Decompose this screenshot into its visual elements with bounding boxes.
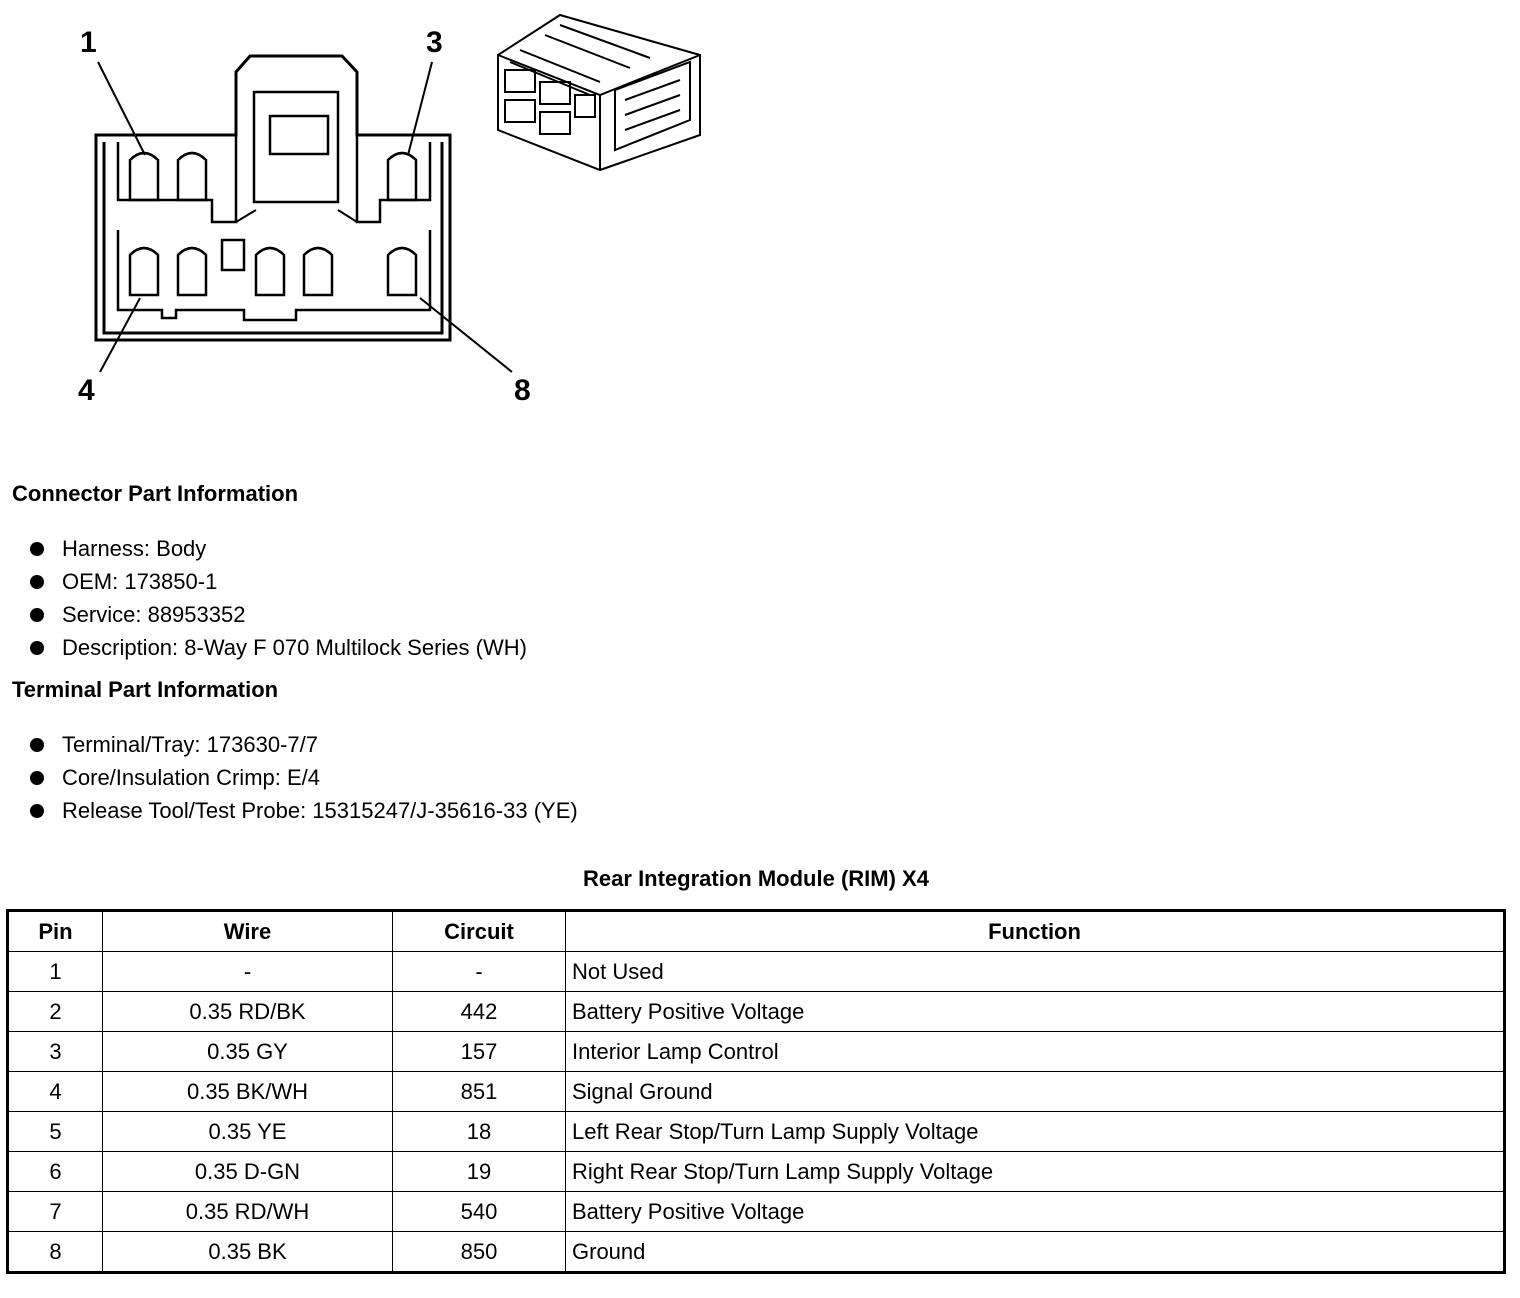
circuit-cell: 851 xyxy=(393,1072,566,1112)
connector-face-drawing xyxy=(0,0,720,430)
pin-cell: 1 xyxy=(8,952,103,992)
bullet-icon xyxy=(30,771,44,785)
list-item: Core/Insulation Crimp: E/4 xyxy=(0,761,578,794)
table-row xyxy=(8,1032,1505,1072)
bullet-icon xyxy=(30,641,44,655)
wire-cell: - xyxy=(103,952,393,992)
bullet-icon xyxy=(30,738,44,752)
pin-callout-4: 4 xyxy=(78,374,95,407)
wire-cell: 0.35 GY xyxy=(103,1032,393,1072)
connector-info-list xyxy=(0,532,527,664)
list-item: Service: 88953352 xyxy=(0,598,527,631)
function-cell: Signal Ground xyxy=(566,1072,1505,1112)
column-header-circuit: Circuit xyxy=(393,911,566,952)
circuit-cell: - xyxy=(393,952,566,992)
pin-cell: 2 xyxy=(8,992,103,1032)
wire-cell: 0.35 RD/WH xyxy=(103,1192,393,1232)
pin-cell: 5 xyxy=(8,1112,103,1152)
table-row xyxy=(8,992,1505,1032)
table-row xyxy=(8,1232,1505,1273)
wire-cell: 0.35 YE xyxy=(103,1112,393,1152)
pinout-table xyxy=(6,909,1506,1274)
function-cell: Left Rear Stop/Turn Lamp Supply Voltage xyxy=(566,1112,1505,1152)
function-cell: Battery Positive Voltage xyxy=(566,992,1505,1032)
function-cell: Right Rear Stop/Turn Lamp Supply Voltage xyxy=(566,1152,1505,1192)
circuit-cell: 19 xyxy=(393,1152,566,1192)
terminal-info-heading: Terminal Part Information xyxy=(12,677,279,702)
pin-cell: 7 xyxy=(8,1192,103,1232)
list-item: Description: 8-Way F 070 Multilock Series (WH) xyxy=(0,631,527,664)
terminal-info-list xyxy=(0,728,578,827)
bullet-icon xyxy=(30,542,44,556)
table-header-row xyxy=(8,911,1505,952)
bullet-icon xyxy=(30,804,44,818)
column-header-function: Function xyxy=(566,911,1505,952)
connector-diagram xyxy=(0,0,720,430)
pin-cell: 8 xyxy=(8,1232,103,1273)
connector-info-heading: Connector Part Information xyxy=(12,481,299,506)
circuit-cell: 157 xyxy=(393,1032,566,1072)
list-item: Harness: Body xyxy=(0,532,527,565)
bullet-icon xyxy=(30,608,44,622)
table-row xyxy=(8,952,1505,992)
pin-callout-3: 3 xyxy=(426,26,443,59)
pin-cell: 4 xyxy=(8,1072,103,1112)
circuit-cell: 18 xyxy=(393,1112,566,1152)
wire-cell: 0.35 RD/BK xyxy=(103,992,393,1032)
function-cell: Battery Positive Voltage xyxy=(566,1192,1505,1232)
connector-3d-view xyxy=(498,15,700,170)
pin-cell: 6 xyxy=(8,1152,103,1192)
wire-cell: 0.35 BK/WH xyxy=(103,1072,393,1112)
bullet-icon xyxy=(30,575,44,589)
function-cell: Ground xyxy=(566,1232,1505,1273)
circuit-cell: 442 xyxy=(393,992,566,1032)
table-row xyxy=(8,1152,1505,1192)
pin-cell: 3 xyxy=(8,1032,103,1072)
list-item: OEM: 173850-1 xyxy=(0,565,527,598)
list-item: Terminal/Tray: 173630-7/7 xyxy=(0,728,578,761)
function-cell: Interior Lamp Control xyxy=(566,1032,1505,1072)
list-item: Release Tool/Test Probe: 15315247/J-35616-33 (YE) xyxy=(0,794,578,827)
table-title: Rear Integration Module (RIM) X4 xyxy=(583,866,929,891)
column-header-wire: Wire xyxy=(103,911,393,952)
table-row xyxy=(8,1112,1505,1152)
column-header-pin: Pin xyxy=(8,911,103,952)
pin-callout-1: 1 xyxy=(80,26,97,59)
function-cell: Not Used xyxy=(566,952,1505,992)
circuit-cell: 850 xyxy=(393,1232,566,1273)
table-row xyxy=(8,1192,1505,1232)
wire-cell: 0.35 BK xyxy=(103,1232,393,1273)
pin-callout-8: 8 xyxy=(514,374,531,407)
circuit-cell: 540 xyxy=(393,1192,566,1232)
table-row xyxy=(8,1072,1505,1112)
wire-cell: 0.35 D-GN xyxy=(103,1152,393,1192)
